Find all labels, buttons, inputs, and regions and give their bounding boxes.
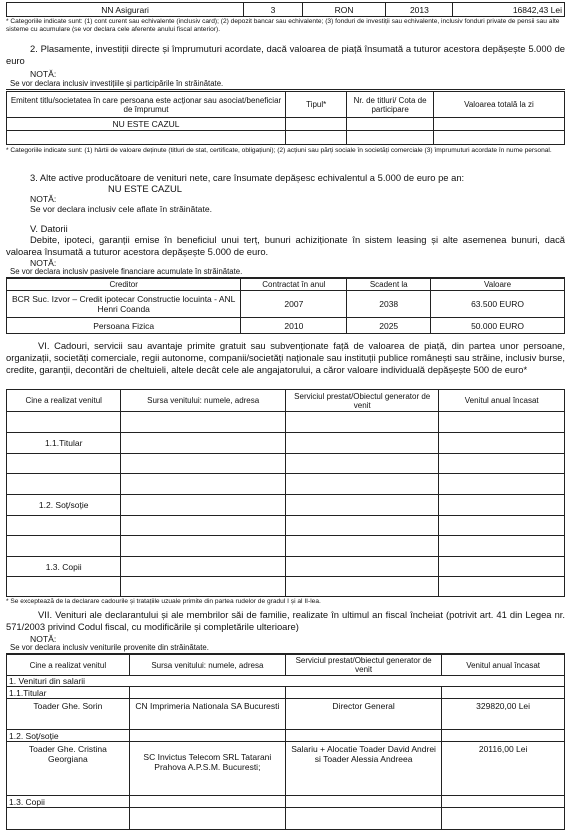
income-titular-service: Director General <box>285 699 441 730</box>
section6-title: VI. Cadouri, servicii sau avantaje primite gratuit sau subvenționate față de valoarea de piață, din partea unor persoane, organizații, societăți comerciale, regii autonome, companii/societăți naționale sau instituții publice românești sau străine, inclusiv burse, credite, garanții, decontări de cheltuieli, altele decât cele ale angajatorului, a căror valoare individuală depășește 500 de euro* <box>6 340 565 375</box>
gifts-table <box>6 389 565 597</box>
account-currency: RON <box>302 3 386 17</box>
section7-nota-label: NOTĂ: <box>30 634 57 644</box>
account-balance: 16842,43 Lei <box>453 3 565 17</box>
debt-value: 50.000 EURO <box>431 318 565 334</box>
debt-year: 2007 <box>241 291 347 318</box>
section5-title: V. Datorii <box>30 223 68 234</box>
investments-empty: NU ESTE CAZUL <box>7 118 286 131</box>
income-header-service: Serviciul prestat/Obiectul generator de venit <box>285 655 441 676</box>
gifts-label-children: 1.3. Copii <box>7 557 121 577</box>
section7-title: VII. Venituri ale declarantului și ale membrilor săi de familie, realizate în ultimul an fiscal încheiat (potrivit art. 41 din Legea nr. 571/2003 privind Codul fiscal, cu modificările și completările ulterioare) <box>6 609 565 632</box>
debt-year: 2010 <box>241 318 347 334</box>
income-spouse-source: SC Invictus Telecom SRL Tatarani Prahova A.P.S.M. Bucuresti; <box>129 742 285 796</box>
investments-header-shares: Nr. de titluri/ Cota de participare <box>347 92 433 118</box>
income-label-children: 1.3. Copii <box>7 796 130 808</box>
section2-nota-text: Se vor declara inclusiv investițiile și participările în străinătate. <box>6 79 565 90</box>
income-header-source: Sursa venitului: numele, adresa <box>129 655 285 676</box>
debts-header-due: Scadent la <box>347 279 431 291</box>
assets-table-last-row <box>6 2 565 17</box>
table-row <box>7 318 565 334</box>
section2-title: 2. Plasamente, investiții directe și împrumuturi acordate, dacă valoarea de piață însumată a tuturor acestora depășește 5.000 de euro <box>6 43 565 66</box>
income-spouse-service: Salariu + Alocatie Toader David Andrei si Toader Alessia Andreea <box>285 742 441 796</box>
debt-creditor: Persoana Fizica <box>7 318 241 334</box>
institution-name: NN Asigurari <box>7 3 244 17</box>
income-spouse-amount: 20116,00 Lei <box>442 742 565 796</box>
section3-title: 3. Alte active producătoare de venituri nete, care însumate depășesc echivalentul a 5.000 de euro pe an: <box>30 172 465 183</box>
section3-nota-label: NOTĂ: <box>30 194 57 204</box>
section6-footnote: * Se exceptează de la declarare cadourile și tratațiile uzuale primite din partea rudelor de gradul I și al II-lea. <box>6 598 321 605</box>
section3-value: NU ESTE CAZUL <box>108 183 182 194</box>
section5-intro: Debite, ipoteci, garanții emise în beneficiul unui terț, bunuri achiziționate în sistem leasing și alte asemenea bunuri, dacă valoarea însumată a tuturor acestora depășește 5.000 de euro. <box>6 234 565 257</box>
section3-nota-text: Se vor declara inclusiv cele aflate în străinătate. <box>30 204 212 214</box>
income-group-salaries: 1. Venituri din salarii <box>7 676 565 687</box>
debts-header-value: Valoare <box>431 279 565 291</box>
assets-footnote: * Categoriile indicate sunt: (1) cont curent sau echivalente (inclusiv card); (2) depozit bancar sau echivalente; (3) fonduri de investiții sau echivalente, inclusiv fonduri private de pensii sau alte sisteme cu acumulare (se vor declara cele aferente anului fiscal anterior). <box>6 18 560 33</box>
investments-header-issuer: Emitent titlu/societatea în care persoana este acționar sau asociat/beneficiar de împrumut <box>7 92 286 118</box>
gifts-header-source: Sursa venitului: numele, adresa <box>121 390 286 412</box>
income-table <box>6 654 565 830</box>
account-category: 3 <box>244 3 303 17</box>
income-label-spouse: 1.2. Soț/soție <box>7 730 130 742</box>
table-row <box>7 742 565 796</box>
table-row <box>7 699 565 730</box>
account-year: 2013 <box>386 3 453 17</box>
investments-header-type: Tipul* <box>286 92 347 118</box>
investments-table <box>6 91 565 145</box>
debts-table <box>6 278 565 334</box>
income-titular-amount: 329820,00 Lei <box>442 699 565 730</box>
section2-nota-label: NOTĂ: <box>30 69 57 79</box>
income-spouse-name: Toader Ghe. Cristina Georgiana <box>7 742 130 796</box>
debt-creditor: BCR Suc. Izvor – Credit ipotecar Constructie locuinta - ANL Henri Coanda <box>7 291 241 318</box>
income-titular-source: CN Imprimeria Nationala SA Bucuresti <box>129 699 285 730</box>
gifts-label-spouse: 1.2. Soț/soție <box>7 495 121 516</box>
section5-nota-label: NOTĂ: <box>30 258 57 268</box>
gifts-header-service: Serviciul prestat/Obiectul generator de venit <box>285 390 438 412</box>
gifts-header-income: Venitul anual încasat <box>439 390 565 412</box>
section7-nota-text: Se vor declara inclusiv veniturile provenite din străinătate. <box>6 643 565 654</box>
table-row <box>7 291 565 318</box>
investments-header-value: Valoarea totală la zi <box>433 92 564 118</box>
debts-header-creditor: Creditor <box>7 279 241 291</box>
debt-due: 2038 <box>347 291 431 318</box>
income-header-income: Venitul anual încasat <box>442 655 565 676</box>
income-header-who: Cine a realizat venitul <box>7 655 130 676</box>
gifts-header-who: Cine a realizat venitul <box>7 390 121 412</box>
section5-nota-text: Se vor declara inclusiv pasivele financiare acumulate în străinătate. <box>6 267 565 278</box>
debt-value: 63.500 EURO <box>431 291 565 318</box>
section2-footnote: * Categoriile indicate sunt: (1) hârtii de valoare deținute (titluri de stat, certificate, obligațiuni); (2) acțiuni sau părți sociale în societăți comerciale (3) împrumuturi acordate în nume personal. <box>6 147 552 154</box>
debt-due: 2025 <box>347 318 431 334</box>
income-titular-name: Toader Ghe. Sorin <box>7 699 130 730</box>
debts-header-year: Contractat în anul <box>241 279 347 291</box>
gifts-label-titular: 1.1.Titular <box>7 433 121 454</box>
income-label-titular: 1.1.Titular <box>7 687 130 699</box>
